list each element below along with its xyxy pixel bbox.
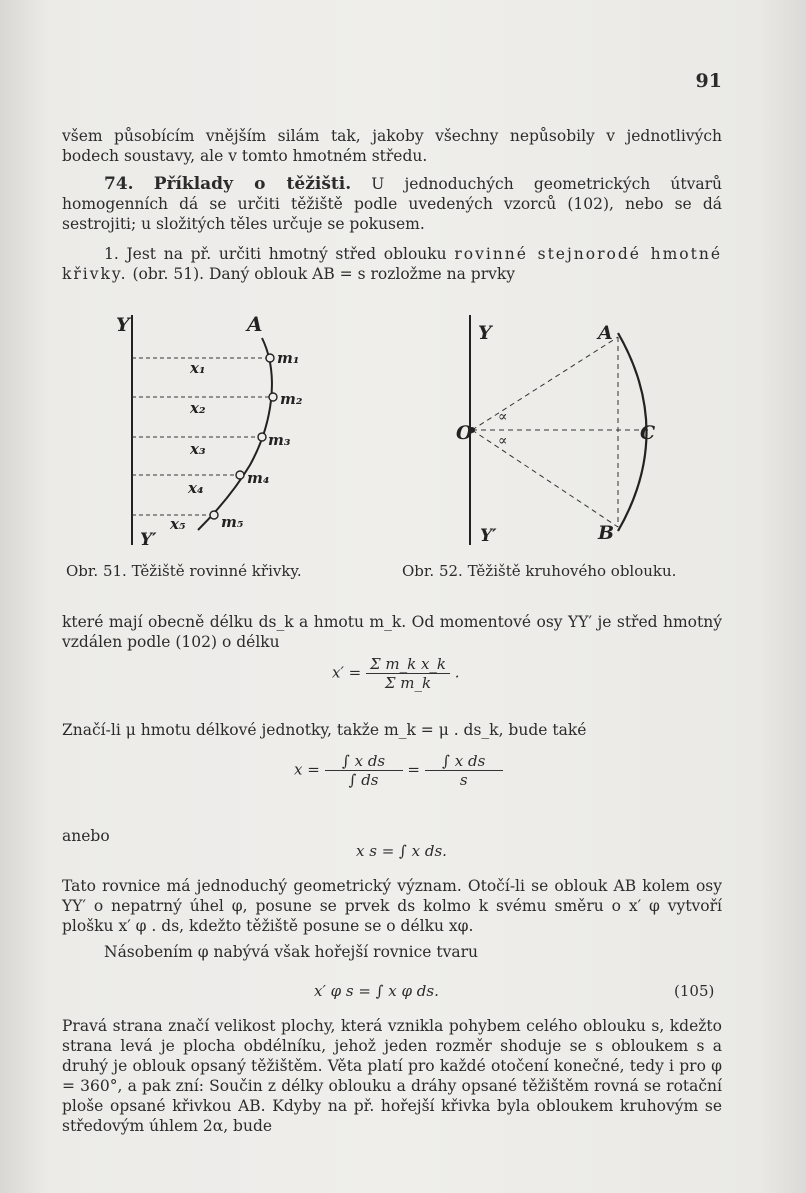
figure-52: [450, 305, 690, 555]
eq2-lhs: x =: [294, 760, 320, 779]
fig51-x4: x₄: [188, 479, 204, 497]
fig52-alpha-lower: ∝: [498, 433, 508, 449]
fig51-label-a: A: [247, 312, 263, 336]
fig51-m3: m₃: [268, 431, 291, 449]
word-anebo: anebo: [62, 827, 110, 845]
eq2-den2: s: [459, 771, 468, 789]
fig52-label-a: A: [598, 322, 613, 344]
fig51-x2: x₂: [190, 399, 206, 417]
fig51-m1: m₁: [277, 349, 300, 367]
item-1-tail: (obr. 51). Daný oblouk AB = s rozložme na prvky: [132, 265, 516, 283]
fig51-m2: m₂: [280, 390, 303, 408]
item-1-lead: 1. Jest na př. určiti hmotný střed oblouku: [104, 245, 447, 263]
eq2-den1: ∫ ds: [348, 771, 379, 789]
fig52-label-yprime: Y′: [480, 526, 497, 546]
figure-51-caption: Obr. 51. Těžiště rovinné křivky.: [66, 562, 302, 580]
eq1-tail: .: [454, 663, 460, 682]
paragraph-geometry: Tato rovnice má jednoduchý geometrický význam. Otočí-li se oblouk AB kolem osy YY′ o nepatrný úhel φ, posune se prvek ds kolmo k svému směru o x′ φ vytvoří plošku x′ φ . ds, kdežto těžiště posune se o délku xφ.: [62, 877, 722, 935]
fig52-label-b: B: [598, 522, 615, 544]
fig52-label-c: C: [640, 422, 656, 444]
page-number: 91: [695, 70, 722, 92]
section-title: Příklady o těžišti.: [153, 174, 352, 194]
figure-51: [110, 305, 360, 555]
paragraph-multiply: Násobením φ nabývá však hořejší rovnice tvaru: [104, 943, 479, 961]
paragraph-last: Pravá strana značí velikost plochy, která vznikla pohybem celého oblouku s, kdežto strana levá je plocha obdélníku, jehož jeden rozměr shoduje se s obloukem s a druhý je oblouk opsaný těžištěm. Věta platí pro každé otočení konečné, tedy i pro φ = 360°, a pak zní: Součin z délky oblouku a dráhy opsané těžištěm rovná se rotační ploše opsané křivkou AB. Kdyby na př. hořejší křivka byla obloukem kruhovým se středovým úhlem 2α, bude: [62, 1017, 722, 1135]
section-number: 74.: [104, 174, 134, 194]
eq2-num1: ∫ x ds: [325, 752, 403, 771]
item-1: [62, 244, 722, 284]
item-1-spaced: rovinné stejnorodé hmotné křivky.: [62, 245, 722, 283]
fig52-label-o: O: [456, 422, 473, 444]
section-text: U jednoduchých geometrických útvarů homogenních dá se určiti těžiště podle uvedených vzorců (102), nebo se dá sestrojiti; u složitých těles určuje se pokusem.: [62, 175, 722, 233]
fig51-m4: m₄: [247, 469, 270, 487]
equation-1: [332, 655, 460, 692]
paragraph-mu: Značí-li μ hmotu délkové jednotky, takže m_k = μ . ds_k, bude také: [62, 721, 587, 739]
equation-4: x′ φ s = ∫ x φ ds.: [314, 982, 439, 1000]
paragraph-intro: všem působícím vnějším silám tak, jakoby všechny nepůsobily v jednotlivých bodech soustavy, ale v tomto hmotném středu.: [62, 127, 722, 165]
eq1-denominator: Σ m_k: [384, 674, 432, 692]
equation-3: x s = ∫ x ds.: [356, 842, 447, 860]
section-74: [62, 174, 722, 234]
fig51-x1: x₁: [190, 359, 206, 377]
paragraph-ds: které mají obecně délku ds_k a hmotu m_k. Od momentové osy YY′ je střed hmotný vzdálen podle (102) o délku: [62, 613, 722, 651]
figure-52-caption: Obr. 52. Těžiště kruhového oblouku.: [402, 562, 677, 580]
eq1-lhs: x′ =: [332, 663, 362, 682]
fig51-x3: x₃: [190, 440, 206, 458]
fig51-x5: x₅: [170, 515, 186, 533]
eq2-num2: ∫ x ds: [425, 752, 503, 771]
fig51-label-y: Y: [116, 314, 130, 336]
fig51-m5: m₅: [221, 513, 244, 531]
fig52-alpha-upper: ∝: [498, 409, 508, 425]
eq1-numerator: Σ m_k x_k: [366, 655, 450, 674]
equation-4-number: (105): [674, 982, 715, 1000]
fig52-label-y: Y: [478, 322, 492, 344]
equation-2: [294, 752, 503, 789]
fig51-label-yprime: Y′: [140, 530, 157, 550]
eq2-equals: =: [407, 760, 420, 779]
